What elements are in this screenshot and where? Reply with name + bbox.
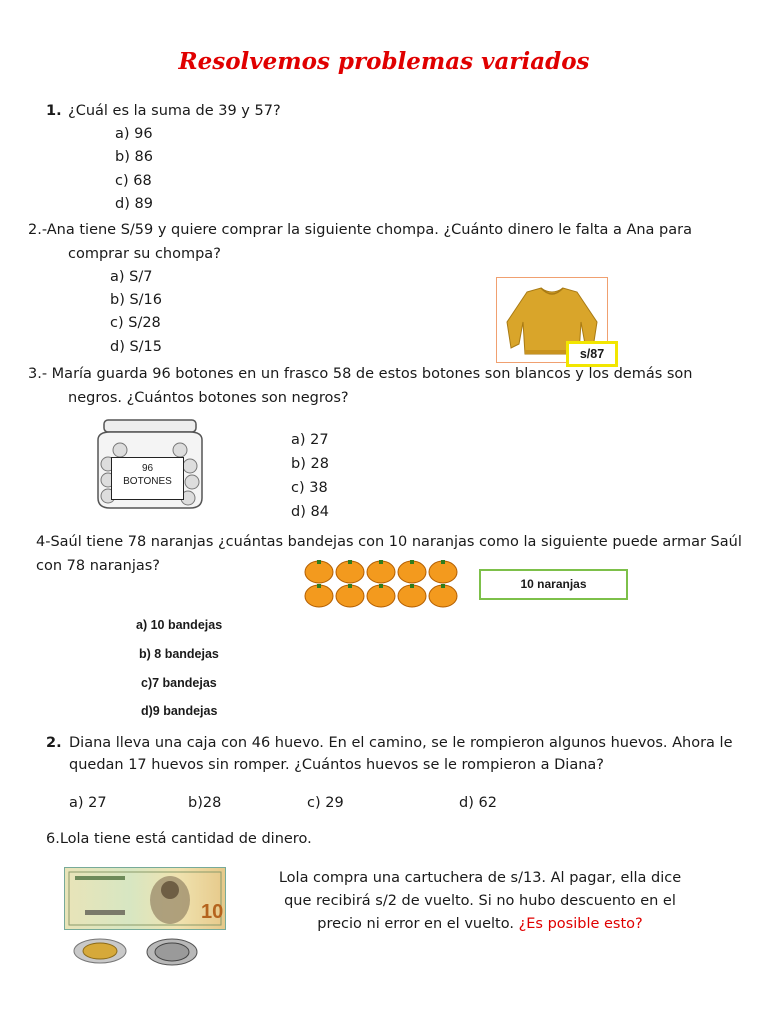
oranges-icon: [304, 559, 462, 609]
q5-option-d: d) 62: [459, 795, 497, 811]
price-tag: [566, 341, 618, 367]
q1-option-d: d) 89: [115, 196, 153, 212]
q1-option-a: a) 96: [115, 126, 153, 142]
q4-option-a: a) 10 bandejas: [136, 618, 223, 632]
q2-option-d: d) S/15: [110, 339, 163, 355]
q4-option-d: d)9 bandejas: [141, 704, 218, 718]
q2-option-c: c) S/28: [110, 315, 161, 331]
q1-text: ¿Cuál es la suma de 39 y 57?: [68, 103, 281, 119]
banknote-value: 10: [201, 901, 224, 923]
q6-question-red: ¿Es posible esto?: [518, 916, 643, 932]
q4-text-line1: 4-Saúl tiene 78 naranjas ¿cuántas bandejas con 10 naranjas como la siguiente puede armar Saúl: [36, 534, 742, 550]
q3-text-line2: negros. ¿Cuántos botones son negros?: [68, 390, 349, 406]
q6-paragraph-line3: [270, 916, 690, 932]
q3-text-line1: 3.- María guarda 96 botones en un frasco 58 de estos botones son blancos y los demás son: [28, 366, 693, 382]
jar-label: [111, 457, 184, 500]
q6-paragraph-line1: Lola compra una cartuchera de s/13. Al pagar, ella dice: [278, 870, 682, 886]
q1-option-b: b) 86: [115, 149, 153, 165]
q4-option-b: b) 8 bandejas: [139, 647, 219, 661]
page-title: Resolvemos problemas variados: [178, 48, 590, 75]
q1-number: 1.: [46, 103, 62, 119]
banknote-image: [64, 867, 226, 930]
q6-paragraph-line3-black: precio ni error en el vuelto.: [317, 916, 514, 932]
q2-text-line2: comprar su chompa?: [68, 246, 221, 262]
q5-text-line2: quedan 17 huevos sin romper. ¿Cuántos huevos se le rompieron a Diana?: [69, 757, 604, 773]
q5-option-b: b)28: [188, 795, 222, 811]
q2-option-b: b) S/16: [110, 292, 163, 308]
silver-coin-icon: [145, 937, 199, 967]
jar-label-line2: BOTONES: [123, 476, 172, 487]
q5-option-c: c) 29: [307, 795, 344, 811]
q3-option-c: c) 38: [291, 480, 328, 496]
q1-option-c: c) 68: [115, 173, 152, 189]
q4-option-c: c)7 bandejas: [141, 676, 217, 690]
coin-silver-image: [145, 937, 199, 967]
jar-label-line1: 96: [141, 463, 154, 474]
q3-option-d: d) 84: [291, 504, 329, 520]
q5-option-a: a) 27: [69, 795, 107, 811]
q6-paragraph-line2: que recibirá s/2 de vuelto. Si no hubo descuento en el: [284, 893, 676, 909]
coin-gold-image: [72, 937, 128, 965]
q2-text-line1: 2.-Ana tiene S/59 y quiere comprar la siguiente chompa. ¿Cuánto dinero le falta a Ana para: [28, 222, 692, 238]
q3-option-b: b) 28: [291, 456, 329, 472]
q2-option-a: a) S/7: [110, 269, 153, 285]
oranges-label-box: 10 naranjas: [479, 569, 628, 600]
price-tag-text: s/87: [579, 347, 605, 361]
q3-option-a: a) 27: [291, 432, 329, 448]
q5-number: 2.: [46, 735, 62, 751]
gold-coin-icon: [72, 937, 128, 965]
q4-text-line2: con 78 naranjas?: [36, 558, 160, 574]
q5-text-line1: Diana lleva una caja con 46 huevo. En el camino, se le rompieron algunos huevos. Ahora le: [69, 735, 733, 751]
oranges-tray-image: [304, 559, 462, 609]
q6-text: 6.Lola tiene está cantidad de dinero.: [46, 831, 312, 847]
banknote-icon: [65, 868, 225, 929]
